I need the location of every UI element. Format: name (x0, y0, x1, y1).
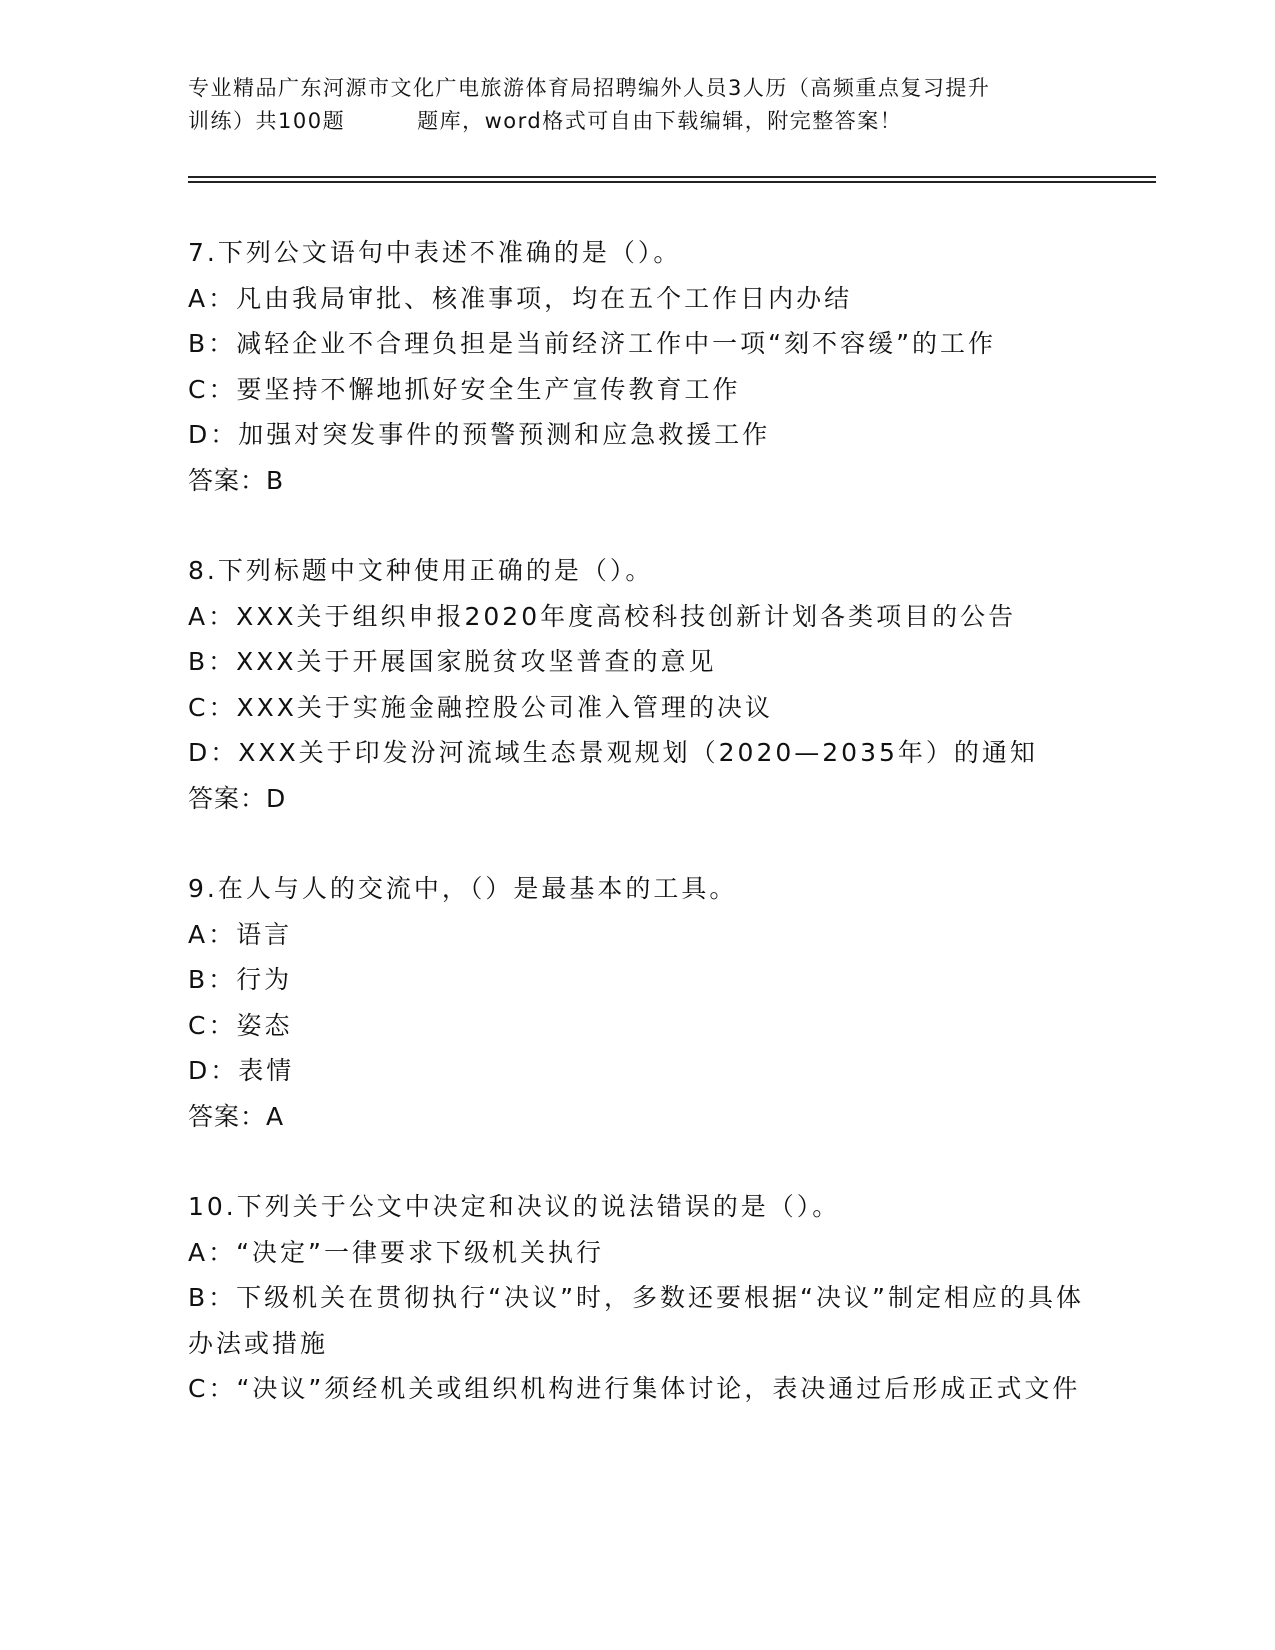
option-a: A：“决定”一律要求下级机关执行 (188, 1237, 605, 1267)
header-line-2 (188, 105, 1108, 138)
question-list (188, 230, 1088, 1457)
header-line-2-part-2: 题库，word格式可自由下载编辑，附完整答案！ (417, 109, 903, 133)
document-header (188, 72, 1108, 138)
option-a: A：语言 (188, 919, 293, 949)
question-stem: 9.在人与人的交流中，（）是最基本的工具。 (188, 874, 738, 903)
question-8 (188, 548, 1088, 821)
question-stem: 10.下列关于公文中决定和决议的说法错误的是（）。 (188, 1192, 841, 1221)
option-d: D：加强对突发事件的预警预测和应急救援工作 (188, 420, 771, 449)
question-9 (188, 866, 1088, 1139)
option-b: B：XXX关于开展国家脱贫攻坚普查的意见 (188, 647, 717, 676)
option-d: D：表情 (188, 1056, 295, 1085)
option-d: D：XXX关于印发汾河流域生态景观规划（2020—2035年）的通知 (188, 738, 1038, 767)
header-line-1: 专业精品广东河源市文化广电旅游体育局招聘编外人员3人历（高频重点复习提升 (188, 76, 991, 100)
header-divider-bottom (188, 181, 1156, 183)
answer: 答案：D (188, 783, 287, 813)
option-a: A：凡由我局审批、核准事项，均在五个工作日内办结 (188, 283, 853, 313)
question-stem: 7.下列公文语句中表述不准确的是（）。 (188, 238, 682, 267)
option-b: B：减轻企业不合理负担是当前经济工作中一项“刻不容缓”的工作 (188, 329, 997, 358)
header-line-2-part-1: 训练）共100题 (188, 109, 346, 133)
option-c: C：姿态 (188, 1010, 293, 1040)
option-c: C：要坚持不懈地抓好安全生产宣传教育工作 (188, 374, 741, 404)
option-a: A：XXX关于组织申报2020年度高校科技创新计划各类项目的公告 (188, 601, 1017, 631)
answer: 答案：B (188, 465, 285, 495)
option-c: C：XXX关于实施金融控股公司准入管理的决议 (188, 692, 773, 722)
header-divider-top (188, 176, 1156, 178)
question-10 (188, 1184, 1088, 1412)
option-b: B：下级机关在贯彻执行“决议”时，多数还要根据“决议”制定相应的具体办法或措施 (188, 1283, 1084, 1358)
option-c: C：“决议”须经机关或组织机构进行集体讨论，表决通过后形成正式文件 (188, 1374, 1081, 1403)
question-stem: 8.下列标题中文种使用正确的是（）。 (188, 556, 654, 585)
answer: 答案：A (188, 1101, 285, 1131)
question-7 (188, 230, 1088, 503)
option-b: B：行为 (188, 965, 293, 994)
